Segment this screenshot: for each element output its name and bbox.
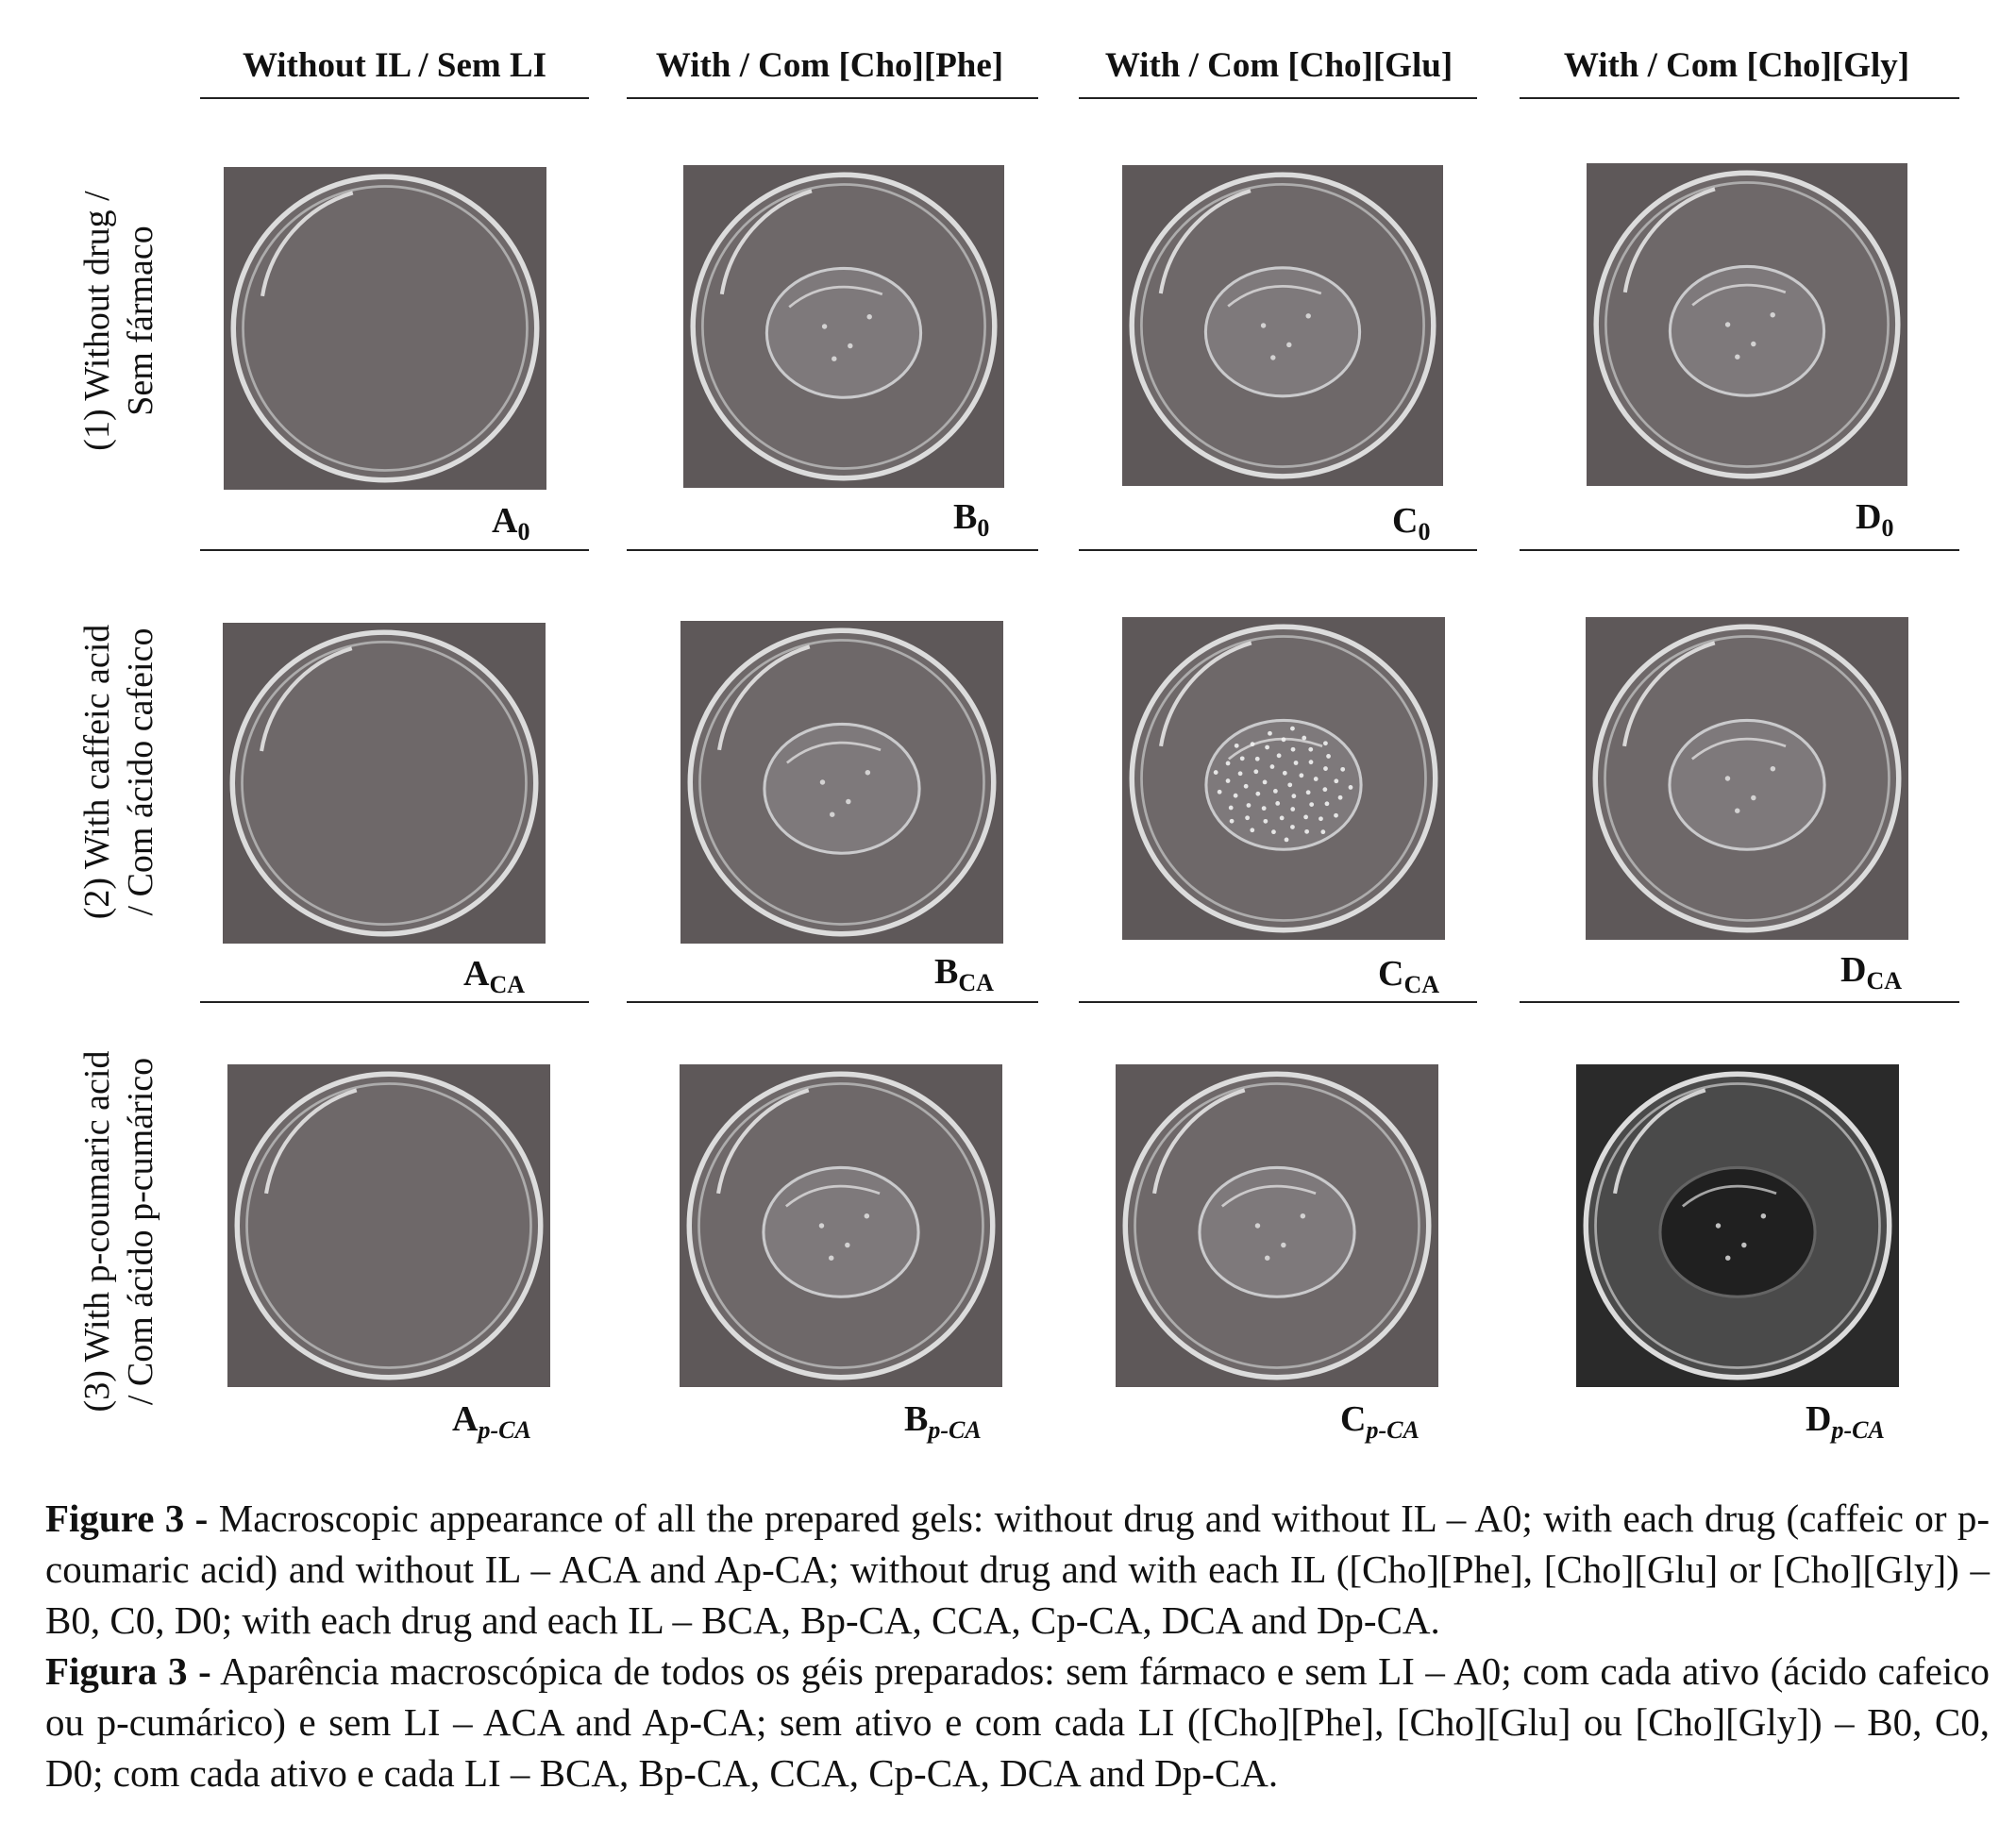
panel-subscript: p-CA	[1366, 1416, 1420, 1444]
column-header-cho-glu: With / Com [Cho][Glu]	[1104, 46, 1453, 85]
row-rule	[627, 1001, 1038, 1003]
petri-dish-photo	[683, 165, 1004, 488]
row-rule	[200, 1001, 589, 1003]
row-rule	[1079, 549, 1477, 551]
row-rule	[1520, 1001, 1959, 1003]
panel-label-cca	[1378, 953, 1439, 999]
row-label-line: / Com ácido cafeico	[121, 627, 160, 916]
petri-dish-photo	[1587, 163, 1907, 486]
row-label-line: (2) With caffeic acid	[77, 624, 117, 920]
row-label-line: (1) Without drug /	[77, 191, 117, 451]
petri-dish-photo	[1122, 165, 1443, 486]
panel-letter: C	[1378, 954, 1404, 994]
panel-subscript: 0	[1418, 518, 1431, 545]
panel-letter: C	[1340, 1399, 1367, 1439]
petri-dish-photo	[1122, 617, 1445, 940]
petri-dish-photo	[223, 623, 546, 944]
petri-dish-photo	[224, 167, 546, 490]
header-rule	[1520, 97, 1959, 99]
panel-letter: D	[1840, 950, 1867, 990]
panel-letter: B	[934, 952, 959, 992]
caption-text-pt: Aparência macroscópica de todos os géis preparados: sem fármaco e sem LI – A0; com cada ativo (ácido cafeico ou p-cumárico) e sem LI – ACA and Ap-CA; sem ativo e com cada LI ([Cho][Phe], [Cho][Glu] ou [Cho][Gly]) – B0, C0, D0; com cada ativo e cada LI – BCA, Bp-CA, CCA, Cp-CA, DCA and Dp-CA.	[45, 1649, 1990, 1795]
panel-letter: C	[1392, 501, 1419, 541]
petri-dish-photo	[227, 1064, 550, 1387]
caption-label-pt: Figura 3 -	[45, 1649, 211, 1693]
panel-letter: A	[452, 1399, 479, 1439]
petri-dish-photo	[1586, 617, 1908, 940]
panel-letter: D	[1806, 1399, 1832, 1439]
panel-label-aca	[463, 953, 525, 999]
row-label-p-coumaric-acid	[76, 1019, 162, 1444]
panel-label-bpca	[904, 1398, 982, 1445]
column-header-cho-phe: With / Com [Cho][Phe]	[655, 46, 1004, 85]
panel-subscript: 0	[517, 518, 530, 545]
panel-subscript: CA	[489, 971, 526, 998]
panel-subscript: CA	[958, 969, 994, 996]
panel-letter: A	[492, 501, 518, 541]
panel-label-a0	[492, 500, 529, 546]
row-rule	[627, 549, 1038, 551]
row-label-line: (3) With p-coumaric acid	[77, 1050, 117, 1413]
row-rule	[1520, 549, 1959, 551]
panel-label-c0	[1392, 500, 1430, 546]
row-rule	[1079, 1001, 1477, 1003]
header-rule	[200, 97, 589, 99]
panel-letter: A	[463, 954, 490, 994]
column-header-cho-gly: With / Com [Cho][Gly]	[1563, 46, 1910, 85]
panel-label-apca	[452, 1398, 531, 1445]
row-label-without-drug	[76, 142, 162, 500]
panel-subscript: p-CA	[478, 1416, 531, 1444]
column-header-without-il: Without IL / Sem LI	[242, 46, 547, 85]
panel-letter: D	[1856, 497, 1882, 537]
caption-label-en: Figure 3 -	[45, 1497, 209, 1540]
caption-text-en: Macroscopic appearance of all the prepared gels: without drug and without IL – A0; with each drug (caffeic or p-coumaric acid) and without IL – ACA and Ap-CA; without drug and with each IL ([Cho][Phe], [Cho][Glu] or [Cho][Gly]) – B0, C0, D0; with each drug and each IL – BCA, Bp-CA, CCA, Cp-CA, DCA and Dp-CA.	[45, 1497, 1991, 1642]
panel-label-bca	[934, 951, 994, 997]
panel-label-d0	[1856, 496, 1893, 543]
panel-subscript: CA	[1403, 971, 1440, 998]
row-label-caffeic-acid	[76, 593, 162, 951]
figure-caption	[45, 1493, 1990, 1798]
panel-subscript: p-CA	[1831, 1416, 1885, 1444]
petri-dish-photo	[1116, 1064, 1438, 1387]
panel-subscript: CA	[1866, 967, 1903, 995]
panel-letter: B	[953, 497, 978, 537]
row-rule	[200, 549, 589, 551]
panel-label-b0	[953, 496, 989, 543]
panel-subscript: p-CA	[928, 1416, 982, 1444]
row-label-line: Sem fármaco	[121, 226, 160, 416]
caption-portuguese	[45, 1646, 1990, 1798]
petri-dish-photo	[680, 1064, 1002, 1387]
panel-subscript: 0	[1881, 514, 1894, 542]
row-label-line: / Com ácido p-cumárico	[121, 1057, 160, 1406]
header-rule	[1079, 97, 1477, 99]
panel-subscript: 0	[977, 514, 990, 542]
panel-label-cpca	[1340, 1398, 1420, 1445]
petri-dish-photo	[680, 621, 1003, 944]
header-rule	[627, 97, 1038, 99]
caption-english	[45, 1493, 1990, 1646]
panel-label-dca	[1840, 949, 1902, 995]
panel-label-dpca	[1806, 1398, 1885, 1445]
petri-dish-photo	[1576, 1064, 1899, 1387]
panel-letter: B	[904, 1399, 929, 1439]
